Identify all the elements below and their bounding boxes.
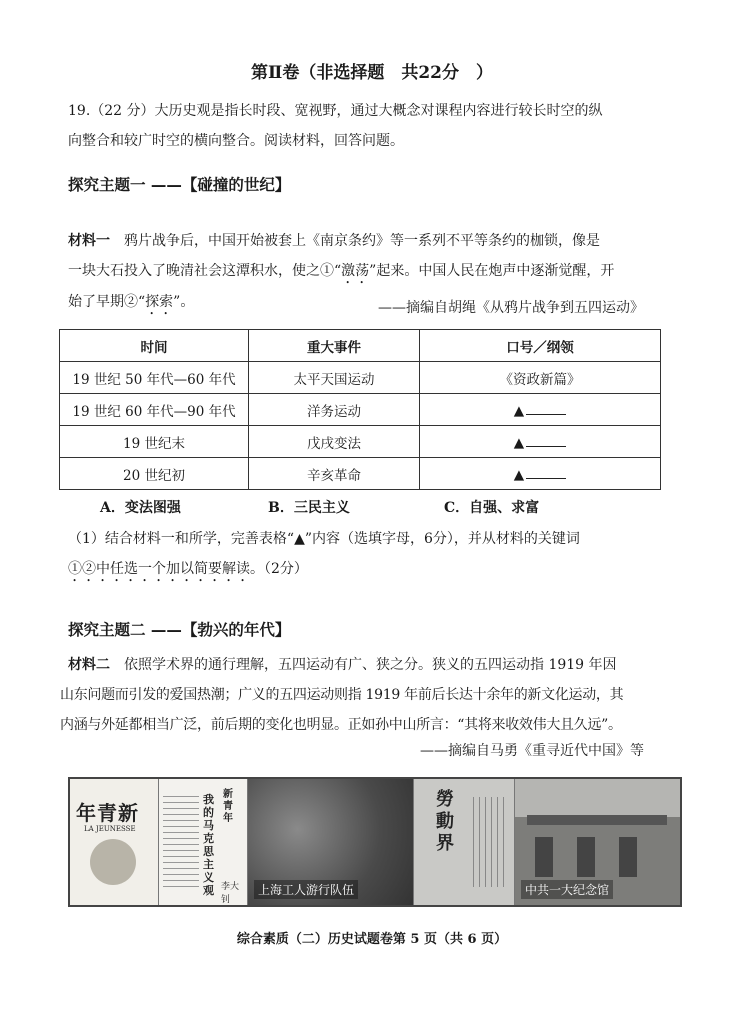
- material1-line1: [68, 226, 678, 256]
- material2-label: 材料二: [68, 657, 110, 673]
- option-a: A．变法图强: [100, 500, 181, 516]
- table-row: [60, 362, 661, 394]
- article-title: 我的马克思主义观: [203, 793, 214, 897]
- material1-text-e: ”。: [173, 294, 195, 310]
- cell-time: 19 世纪 50 年代—60 年代: [60, 362, 249, 394]
- photo-caption-memorial: 中共一大纪念馆: [521, 880, 613, 899]
- answer-blank: [526, 464, 566, 479]
- header-slogan: 口号／纲领: [420, 330, 661, 362]
- question-1-line2-rest: 。（2分）: [250, 561, 308, 577]
- option-c: C．自强、求富: [444, 500, 540, 516]
- table-row: [60, 458, 661, 490]
- cell-event: 太平天国运动: [249, 362, 420, 394]
- laodongjie-text-block: [468, 797, 504, 887]
- photo-la-jeunesse-cover: [70, 779, 159, 905]
- photo-marxism-article: [159, 779, 248, 905]
- triangle-marker: ▲: [513, 435, 525, 451]
- memorial-door: [619, 837, 637, 877]
- material1-text-a: 鸦片战争后，中国开始被套上《南京条约》等一系列不平等条约的枷锁，像是: [110, 233, 600, 249]
- article-author: 李大钊: [221, 882, 240, 905]
- article-text-block: [163, 791, 199, 891]
- question-1-keyword: ①②中任选一个加以简要解读: [68, 561, 250, 577]
- cell-slogan: [420, 426, 661, 458]
- header-event: 重大事件: [249, 330, 420, 362]
- material2: [60, 650, 678, 740]
- cell-event: 洋务运动: [249, 394, 420, 426]
- material2-line2: 山东问题而引发的爱国热潮；广义的五四运动则指 1919 年前后长达十余年的新文化运动，其: [60, 687, 624, 703]
- material1-label: 材料一: [68, 233, 110, 249]
- memorial-sign: [527, 815, 667, 825]
- keyword-tansuo: 探索: [145, 294, 174, 310]
- material2-line1: [68, 650, 678, 680]
- events-table: [59, 329, 661, 490]
- answer-blank: [526, 400, 566, 415]
- question-intro: [68, 96, 678, 156]
- photo-strip: [68, 777, 682, 907]
- cell-slogan: [420, 458, 661, 490]
- cover-subtitle: LA JEUNESSE: [84, 825, 136, 833]
- option-b: B．三民主义: [268, 500, 350, 516]
- laodongjie-title: 勞動界: [436, 789, 454, 854]
- cell-time: 20 世纪初: [60, 458, 249, 490]
- question-1: [68, 524, 678, 585]
- material1-source: ——摘编自胡绳《从鸦片战争到五四运动》: [378, 300, 644, 316]
- table-header-row: [60, 330, 661, 362]
- header-time: 时间: [60, 330, 249, 362]
- theme2-heading: 探究主题二 ——【勃兴的年代】: [68, 621, 291, 639]
- memorial-door: [577, 837, 595, 877]
- photo-shanghai-workers: [248, 779, 414, 905]
- page-footer: 综合素质（二）历史试题卷第 5 页（共 6 页）: [236, 932, 508, 947]
- cell-time: 19 世纪 60 年代—90 年代: [60, 394, 249, 426]
- triangle-marker: ▲: [513, 403, 525, 419]
- question-intro-line1: 19.（22 分）大历史观是指长时段、宽视野，通过大概念对课程内容进行较长时空的纵: [68, 103, 603, 119]
- question-1-line2: [68, 554, 678, 585]
- material2-source: ——摘编自马勇《重寻近代中国》等: [420, 743, 644, 759]
- material2-line3: 内涵与外延都相当广泛，前后期的变化也明显。正如孙中山所言：“其将来收效伟大且久远”。: [60, 717, 622, 733]
- cell-slogan: [420, 394, 661, 426]
- cell-time: 19 世纪末: [60, 426, 249, 458]
- table-row: [60, 426, 661, 458]
- answer-blank: [526, 432, 566, 447]
- keyword-jidang: 激荡: [341, 263, 370, 279]
- material2-text: 依照学术界的通行理解，五四运动有广、狭之分。狭义的五四运动指 1919 年因: [110, 657, 617, 673]
- section-title: 第Ⅱ卷（非选择题 共22分 ）: [251, 63, 493, 83]
- material1-text-b: 一块大石投入了晚清社会这潭积水，使之①“: [68, 263, 342, 279]
- question-1-line1: （1）结合材料一和所学，完善表格“▲”内容（选填字母，6分），并从材料的关键词: [68, 531, 580, 547]
- triangle-marker: ▲: [513, 467, 525, 483]
- material1-text-c: ”起来。中国人民在炮声中逐渐觉醒，开: [369, 263, 615, 279]
- photo-caption-workers: 上海工人游行队伍: [254, 880, 358, 899]
- theme1-heading: 探究主题一 ——【碰撞的世纪】: [68, 176, 291, 194]
- material1-line2: [68, 256, 678, 287]
- material1-text-d: 始了早期②“: [68, 294, 146, 310]
- photo-laodongjie-cover: [414, 779, 515, 905]
- cover-title: 年青新: [76, 801, 139, 825]
- article-magazine-name: 新青年: [223, 789, 233, 824]
- cell-slogan: 《资政新篇》: [420, 362, 661, 394]
- cell-event: 戊戌变法: [249, 426, 420, 458]
- cell-event: 辛亥革命: [249, 458, 420, 490]
- memorial-door: [535, 837, 553, 877]
- photo-first-congress-memorial: [515, 779, 680, 905]
- cover-portrait: [90, 839, 136, 885]
- table-row: [60, 394, 661, 426]
- question-intro-line2: 向整合和较广时空的横向整合。阅读材料，回答问题。: [68, 133, 404, 149]
